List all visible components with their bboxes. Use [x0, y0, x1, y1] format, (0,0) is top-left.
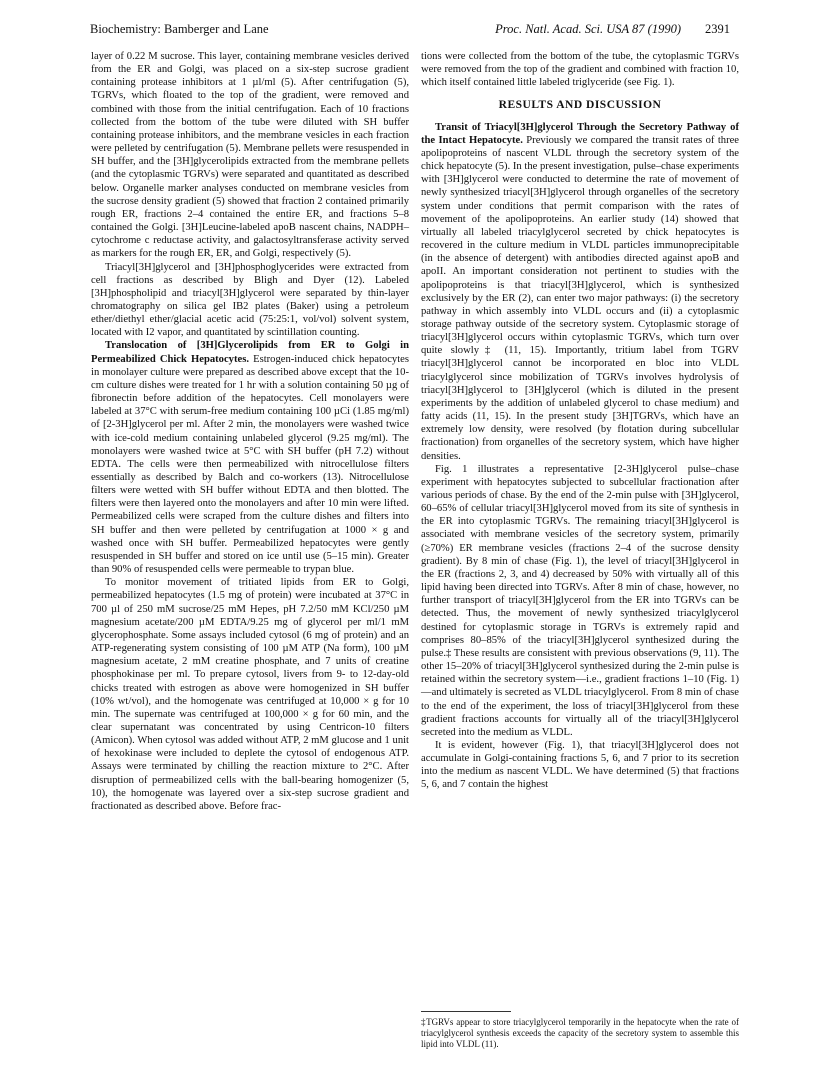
journal-reference [495, 22, 730, 37]
paragraph-body: Previously we compared the transit rates of three apolipoproteins of nascent VLDL through the secretory system of the chick hepatocyte (5). In the present investigation, pulse–chase experiments with [3H]glycerol were conducted to determine the rate of movement of newly synthesized triacyl[3H]glycerol through organelles of the secretory system under conditions that permit comparison with the rates of movement of the apolipoproteins. An earlier study (14) showed that virtually all labeled triacylglycerol secreted by chick hepatocytes is recovered in the culture medium in VLDL particles immunoprecipitable (in the absence of detergent) with antibodies directed against apoB and apoII. An important consideration not pertinent to studies with the apolipoproteins is that triacyl[3H]glycerol, which is synthesized exclusively by the ER (2), can enter two major pathways: (i) the secretory pathway in which assembly into VLDL occurs and (ii) a cytoplasmic storage pathway outside of the secretory system. Cytoplasmic storage of triacyl[3H]glycerol occurs within cytoplasmic TGRVs, which turn over quite slowly‡ (11, 15). Importantly, tritium label from TGRV triacyl[3H]glycerol cannot be incorporated en bloc into VLDL triacylglycerol since mobilization of TGRVs involves hydrolysis of triacyl[3H]glycerol to [3H]glycerol (which is diluted in the present experiments by the addition of unlabeled glycerol to chase medium) and fatty acids (11, 15). In the present study [3H]TGRVs, which have an extremely low density, were resolved (by flotation during subcellular fractionation) from organelles of the secretory system, which have higher densities. [421, 134, 739, 462]
section-heading: RESULTS AND DISCUSSION [498, 99, 662, 112]
paragraph: layer of 0.22 M sucrose. This layer, containing membrane vesicles derived from the ER and Golgi, was placed on a six-step sucrose gradient containing protease inhibitors at 1 µl/ml (5). After centrifugation (5), TGRVs, which floated to the top of the gradient, were removed and combined with those from the initial centrifugation. Each of 10 fractions collected from the bottom of the tube were diluted with SH buffer containing protease inhibitors, and the membrane vesicles in each fraction were pelleted by centrifugation (5). Membrane pellets were resuspended in SH buffer, and the [3H]glycerolipids extracted from the membrane pellets (and the cytoplasmic TGRVs) were separated and quantitated as described below. Organelle marker analyses conducted on membrane vesicles from the sucrose density gradient (5) showed that fraction 2 contained primarily rough ER, fractions 2–4 contained the entire ER, and fractions 5–8 contained the Golgi. [3H]Leucine-labeled apoB nascent chains, NADPH–cytochrome c reductase activity, and galactosyltransferase activity served as markers for the rough ER, ER, and Golgi, respectively (5). [91, 51, 409, 260]
paragraph: tions were collected from the bottom of the tube, the cytoplasmic TGRVs were removed from the top of the gradient and combined with fraction 10, which itself contained little labeled triglyceride (see Fig. 1). [421, 51, 739, 89]
left-column [91, 50, 409, 813]
paragraph-with-runin [91, 339, 409, 576]
journal-section-title: Biochemistry: Bamberger and Lane [90, 22, 269, 36]
footnote: ‡TGRVs appear to store triacylglycerol temporarily in the hepatocyte when the rate of triacylglycerol synthesis exceeds the capacity of the secretory system to assemble this lipid into VLDL (11). [421, 1017, 739, 1049]
journal-citation: Proc. Natl. Acad. Sci. USA 87 (1990) [495, 22, 681, 36]
paragraph: It is evident, however (Fig. 1), that triacyl[3H]glycerol does not accumulate in Golgi-containing fractions 5, 6, and 7 prior to its secretion into the medium as nascent VLDL. We have determined (5) that fractions 5, 6, and 7 contain the highest [421, 739, 739, 791]
runin-heading: Transit of Triacyl[3H]glycerol Through the Secretory Pathway of the Intact Hepatocyte. [421, 121, 739, 146]
runin-heading: Translocation of [3H]Glycerolipids from ER to Golgi in Permeabilized Chick Hepatocytes. [91, 340, 409, 365]
paragraph: Fig. 1 illustrates a representative [2-3H]glycerol pulse–chase experiment with hepatocytes subjected to subcellular fractionation after various periods of chase. By the end of the 2-min pulse with [3H]glycerol, 60–65% of cellular triacyl[3H]glycerol moved from its site of synthesis in the ER into cytoplasmic TGRVs. The remaining triacyl[3H]glycerol is associated with membrane vesicles of the secretory system, primarily (≥70%) ER membrane vesicles (fractions 2–4 of the sucrose density gradient). By 8 min of chase (Fig. 1), the level of triacyl[3H]glycerol in the ER (fractions 2, 3, and 4) decreased by 50% with virtually all of this lipid having been directed into TGRVs. After 8 min of chase, however, no further transport of triacyl[3H]glycerol from the ER into TGRVs can be detected. Thus, the movement of newly synthesized triacylglycerol destined for cytoplasmic storage in TGRVs is extremely rapid and comprises 80–85% of the triacyl[3H]glycerol synthesized during the pulse.‡ These results are consistent with previous observations (9, 11). The other 15–20% of triacyl[3H]glycerol synthesized during the 2-min pulse is retained within the secretory system—i.e., gradient fractions 1–10 (Fig. 1)—and ultimately is secreted as VLDL triacylglycerol. From 8 min of chase to the end of the experiment, the loss of triacyl[3H]glycerol from these gradient fractions accounts for virtually all of the triacyl[3H]glycerol secreted into the medium as VLDL. [421, 463, 739, 738]
paragraph: To monitor movement of tritiated lipids from ER to Golgi, permeabilized hepatocytes (1.5 mg of protein) were incubated at 37°C in 700 µl of 250 mM sucrose/25 mM Hepes, pH 7.2/50 mM KCl/250 µM magnesium acetate/200 µM EDTA/9.25 mg of glycerol per ml/1 mM glycerophosphate. Some assays included cytosol (6 mg of protein) and an ATP-regenerating system consisting of 100 µM ATP (Na form), 100 µM magnesium acetate, 2 mM creatine phosphate, and 7 units of creatine phosphokinase per ml. To prepare cytosol, livers from 9- to 12-day-old chicks treated with estrogen as above were homogenized in SH buffer (10% wt/vol), and the homogenate was centrifuged at 10,000 × g for 10 min. The supernate was centrifuged at 100,000 × g for 60 min, and the clear supernatant was concentrated by using Centricon-10 filters (Amicon). When cytosol was added without ATP, 2 mM glucose and 1 unit of hexokinase were included to deplete the cytosol of endogenous ATP. Assays were terminated by chilling the reaction mixture to 2°C. After disruption of permeabilized cells with the ball-bearing homogenizer (5, 10), the homogenate was layered over a six-step sucrose gradient and fractionated as described above. Before frac- [91, 577, 409, 812]
paragraph: Triacyl[3H]glycerol and [3H]phosphoglycerides were extracted from cell fractions as described by Bligh and Dyer (12). Labeled [3H]phospholipid and triacyl[3H]glycerol were separated by thin-layer chromatography on silica gel IB2 plates (Baker) using a petroleum ether/diethyl ether/glacial acetic acid (75:25:1, vol/vol) solvent system, located with I2 vapor, and quantitated by scintillation counting. [91, 261, 409, 339]
running-header [90, 22, 730, 42]
paragraph-with-runin [421, 121, 739, 463]
right-column [421, 50, 739, 792]
paragraph-body: Estrogen-induced chick hepatocytes in monolayer culture were prepared as described above except that the 10-cm culture dishes were treated for 1 hr with a solution containing 50 µg of fibronectin before addition of the hepatocytes. Cell monolayers were labeled at 37°C with serum-free medium containing 100 µCi (1.85 mg/ml) of [2-3H]glycerol per ml. After 2 min, the monolayers were washed twice with ice-cold medium containing unlabeled glycerol (9.25 mg/ml). The monolayers were washed twice at 5°C with SH buffer (pH 7.2) without EDTA. The cells were then permeabilized with nitrocellulose filters essentially as described by Balch and co-workers (13). Nitrocellulose filters were wetted with SH buffer without EDTA and then blotted. The filters were then layered onto the monolayers and after 10 min were lifted. Permeabilized cells were scraped from the culture dishes and filters into SH buffer and then were pelleted by centrifugation at 1000 × g and washed once with SH buffer. Permeabilized hepatocytes were gently resuspended in SH buffer and stored on ice until use (5–15 min). Greater than 90% of resuspended cells were permeable to trypan blue. [91, 353, 409, 576]
page-number: 2391 [705, 22, 730, 36]
footnote-divider [421, 1011, 511, 1012]
